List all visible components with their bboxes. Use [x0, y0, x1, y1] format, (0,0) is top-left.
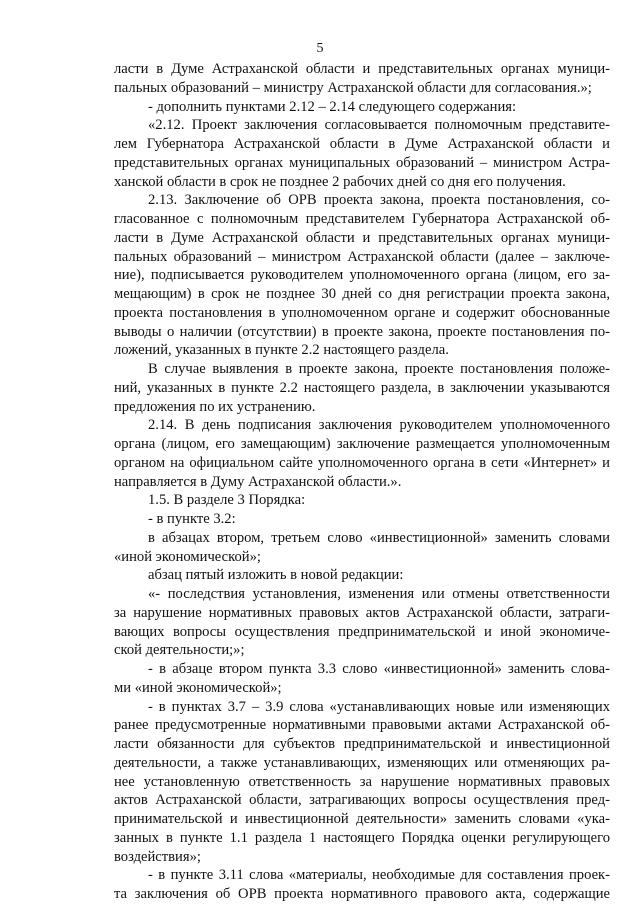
text-line: 2.13. Заключение об ОРВ проекта закона, проекта постановления, со- — [148, 192, 610, 209]
text-line: занных в пункте 1.1 раздела 1 настоящего Порядка оценки регулирующего — [114, 829, 610, 846]
text-line: ласти обязанности для субъектов предпринимательской и инвестиционной — [114, 736, 610, 752]
text-line: абзац пятый изложить в новой редакции: — [148, 567, 404, 584]
page-number: 5 — [316, 41, 324, 56]
text-line: «иной экономической»; — [114, 548, 261, 565]
text-line: ми «иной экономической»; — [114, 679, 282, 696]
text-line: нее установленную ответственность за нарушение нормативных правовых — [114, 773, 610, 790]
text-line: лем Губернатора Астраханской области в Думе Астраханской области и — [114, 136, 610, 152]
text-line: мещающим) в срок не позднее 30 дней со дня регистрации проекта закона, — [114, 286, 610, 302]
text-line: ний, указанных в пункте 2.2 настоящего раздела, в заключении указываются — [114, 379, 610, 396]
text-line: принимательской и инвестиционной деятельности» заменить словами «ука- — [114, 811, 610, 827]
text-line: ской деятельности;»; — [114, 642, 245, 659]
text-line: ханской области в срок не позднее 2 рабочих дней со дня его получения. — [114, 173, 566, 190]
text-line: предложения по их устранению. — [114, 398, 316, 415]
text-line: та заключения об ОРВ проекта нормативного правового акта, содержащие — [114, 886, 610, 902]
text-line: ранее предусмотренные нормативными правовыми актами Астраханской об- — [114, 717, 610, 734]
text-line: ложений, указанных в пункте 2.2 настоящего раздела. — [114, 342, 449, 359]
text-line: ласти в Думе Астраханской области и представительных органах муници- — [114, 61, 610, 77]
document-body — [114, 60, 610, 904]
text-line: органа (лицом, его замещающим) заключение размещается уполномоченным — [114, 436, 610, 452]
text-line: «- последствия установления, изменения или отмены ответственности — [148, 586, 610, 602]
text-line: пальных образований – министром Астраханской области (далее – заключе- — [114, 248, 610, 265]
text-line: гласованное с полномочным представителем Губернатора Астраханской об- — [114, 211, 610, 227]
text-line: ние), подписывается руководителем уполномоченного органа (лицом, его за- — [114, 267, 610, 284]
text-line: пальных образований – министру Астраханской области для согласования.»; — [114, 79, 592, 96]
text-line: деятельности, а также устанавливающих, изменяющих или отменяющих ра- — [114, 754, 610, 771]
text-line: выводы о наличии (отсутствии) в проекте закона, проекте постановления по- — [114, 323, 610, 340]
text-line: органом на официальном сайте уполномоченного органа в сети «Интернет» и — [114, 454, 610, 471]
text-line: - в пунктах 3.7 – 3.9 слова «устанавливающих новые или изменяющих — [148, 698, 610, 715]
text-line: - в абзаце втором пункта 3.3 слово «инвестиционной» заменить слова- — [148, 661, 610, 677]
text-line: представительных органах муниципальных образований – министром Астра- — [114, 154, 610, 171]
text-line: В случае выявления в проекте закона, проекте постановления положе- — [148, 361, 610, 377]
text-line: - в пункте 3.2: — [148, 511, 236, 527]
text-line: направляется в Думу Астраханской области.». — [114, 473, 402, 490]
text-line: 1.5. В разделе 3 Порядка: — [148, 492, 306, 509]
text-line: проекта постановления в уполномоченном органе и содержит обоснованные — [114, 304, 610, 321]
text-line: за нарушение нормативных правовых актов Астраханской области, затраги- — [114, 604, 610, 621]
text-line: «2.12. Проект заключения согласовывается полномочным представите- — [148, 117, 610, 134]
text-line: воздействия»; — [114, 848, 201, 865]
text-line: 2.14. В день подписания заключения руководителем уполномоченного — [148, 417, 610, 434]
text-line: вающих вопросы осуществления предпринимательской и иной экономиче- — [114, 623, 610, 640]
text-line: - дополнить пунктами 2.12 – 2.14 следующего содержания: — [148, 98, 517, 115]
text-line: ласти в Думе Астраханской области и представительных органах муници- — [114, 229, 610, 246]
text-line: - в пункте 3.11 слова «материалы, необходимые для составления проек- — [148, 867, 610, 884]
text-line: актов Астраханской области, затрагивающих вопросы осуществления пред- — [114, 792, 610, 809]
text-line: в абзацах втором, третьем слово «инвестиционной» заменить словами — [148, 529, 610, 546]
